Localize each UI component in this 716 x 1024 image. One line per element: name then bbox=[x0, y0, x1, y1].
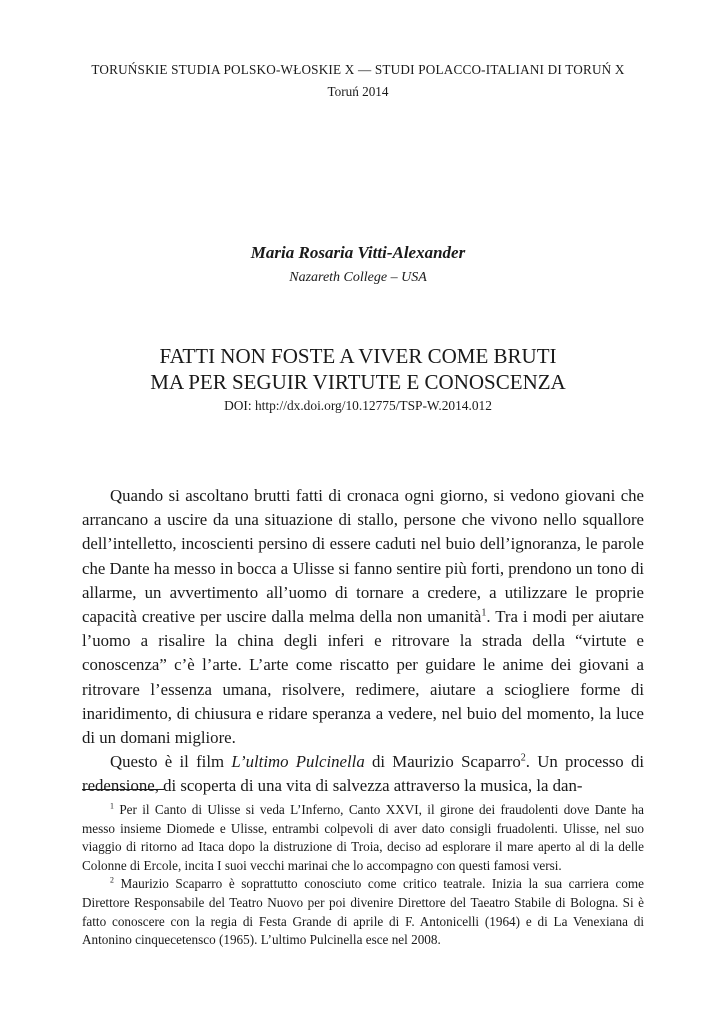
article-doi: DOI: http://dx.doi.org/10.12775/TSP-W.2014.012 bbox=[224, 398, 492, 413]
article-title-line2: MA PER SEGUIR VIRTUTE E CONOSCENZA bbox=[150, 370, 566, 394]
footnote-1-number: 1 bbox=[110, 801, 114, 811]
article-title bbox=[0, 343, 716, 395]
film-title: L’ultimo Pulcinella bbox=[231, 752, 365, 772]
footnote-ref-2: 2 bbox=[520, 752, 526, 764]
body-paragraph-1-text: Quando si ascoltano brutti fatti di cronaca ogni giorno, si vedono giovani che arrancano a uscire da una situazione di stallo, persone che vivono nello squallore dell’intelletto, incoscienti persino di essere caduti nel buio dell’ignoranza, le parole che Dante ha messo in bocca a Ulisse si fanno sentire più forti, prendono un tono di allarme, un avvertimento all’uomo di tornare a credere, a utilizzare le proprie capacità creative per uscire dalla melma della non umanità bbox=[82, 486, 644, 627]
body-paragraph-1 bbox=[82, 484, 644, 750]
body-paragraph-2-text: Questo è il film bbox=[110, 752, 232, 772]
footnote-ref-1: 1 bbox=[481, 607, 487, 619]
body-paragraph-2-text-b: di Maurizio Scaparro bbox=[364, 752, 521, 772]
article-body bbox=[82, 484, 644, 799]
footnotes bbox=[82, 801, 644, 950]
footnote-separator bbox=[82, 789, 164, 790]
author-affiliation: Nazareth College – USA bbox=[289, 270, 427, 285]
footnote-2 bbox=[82, 875, 644, 949]
footnote-1-text: Per il Canto di Ulisse si veda L’Inferno, Canto XXVI, il girone dei fraudolenti dove Dante ha messo insieme Diomede e Ulisse, entrambi colpevoli di aver dato consigli fruadolenti. Ulisse, nel suo viaggio di ritorno ad Itaca dopo la distruzione di Troia, deciso ad esplorare il mare aperto al di la delle Colonne di Ercole, incita I suoi vecchi marinai che lo accompagno con questi famosi versi. bbox=[82, 802, 644, 873]
journal-place-year: Toruń 2014 bbox=[327, 84, 389, 99]
footnote-1 bbox=[82, 801, 644, 875]
journal-series-header: TORUŃSKIE STUDIA POLSKO-WŁOSKIE X — STUDI POLACCO-ITALIANI DI TORUŃ X bbox=[91, 62, 625, 77]
author-name: Maria Rosaria Vitti-Alexander bbox=[250, 243, 466, 262]
article-title-line1: FATTI NON FOSTE A VIVER COME BRUTI bbox=[159, 344, 557, 368]
body-paragraph-2 bbox=[82, 750, 644, 798]
body-paragraph-2-text-c: . Un processo di redensione, di scoperta di una vita di salvezza attraverso la musica, la dan- bbox=[82, 752, 645, 796]
body-paragraph-1-text-cont: . Tra i modi per aiutare l’uomo a risalire la china degli inferi e ritrovare la strada della “virtute e conoscenza” c’è l’arte. L’arte come riscatto per guidare le anime dei giovani a ritrovare l’essenza umana, risolvere, redimere, aiutare a sciogliere forme di inaridimento, di chiusura e ridare speranza a vedere, nel buio del momento, la luce di un domani migliore. bbox=[82, 607, 644, 748]
footnote-2-text: Maurizio Scaparro è soprattutto conosciuto come critico teatrale. Inizia la sua carriera come Direttore Responsabile del Teatro Nuovo per poi divenire Direttore del Taeatro Stabile di Bologna. Si è fatto conoscere con la regia di Festa Grande di aprile di F. Antonicelli (1964) e di La Venexiana di Antonino cinquecetensco (1965). L’ultimo Pulcinella esce nel 2008. bbox=[82, 876, 645, 948]
footnote-2-number: 2 bbox=[110, 875, 114, 885]
